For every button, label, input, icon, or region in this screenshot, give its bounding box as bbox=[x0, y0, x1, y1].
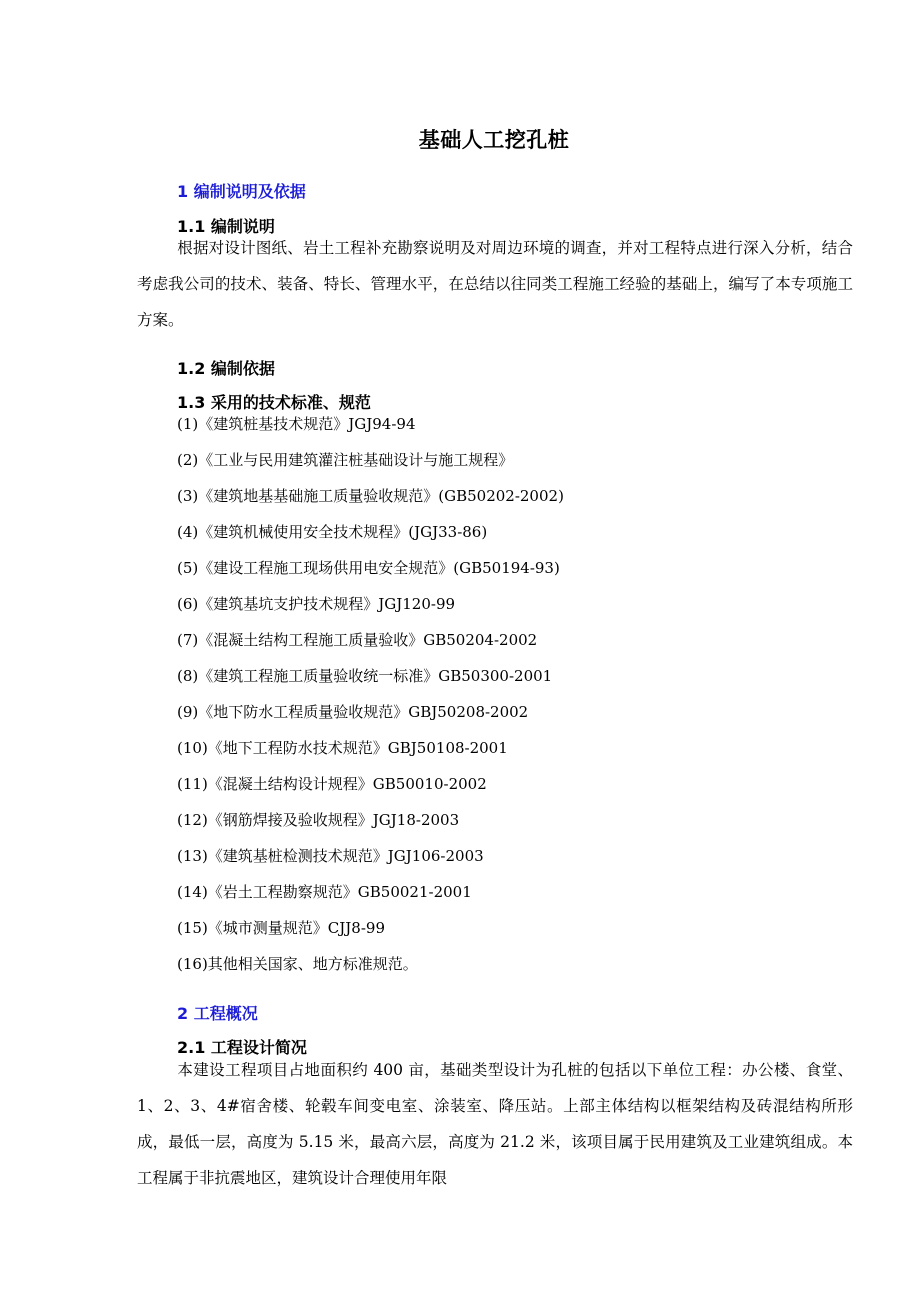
list-item: (10)《地下工程防水技术规范》GBJ50108-2001 bbox=[177, 739, 508, 757]
paragraph-1-1 bbox=[137, 230, 853, 338]
list-item: (5)《建设工程施工现场供用电安全规范》(GB50194-93) bbox=[177, 559, 560, 577]
subsection-heading-1-2: 1.2 编制依据 bbox=[177, 359, 275, 378]
list-item: (14)《岩土工程勘察规范》GB50021-2001 bbox=[177, 883, 472, 901]
paragraph-2-1 bbox=[137, 1052, 853, 1196]
section-heading-2: 2 工程概况 bbox=[177, 1004, 258, 1023]
section-heading-1: 1 编制说明及依据 bbox=[177, 182, 306, 201]
list-item: (1)《建筑桩基技术规范》JGJ94-94 bbox=[177, 415, 416, 433]
list-item: (2)《工业与民用建筑灌注桩基础设计与施工规程》 bbox=[177, 451, 514, 469]
list-item: (7)《混凝土结构工程施工质量验收》GB50204-2002 bbox=[177, 631, 538, 649]
subsection-heading-1-1: 1.1 编制说明 bbox=[177, 217, 275, 236]
list-item: (16)其他相关国家、地方标准规范。 bbox=[177, 955, 418, 973]
subsection-heading-2-1: 2.1 工程设计简况 bbox=[177, 1038, 307, 1057]
paragraph-1-1-text: 根据对设计图纸、岩土工程补充勘察说明及对周边环境的调查，并对工程特点进行深入分析，结合考虑我公司的技术、装备、特长、管理水平，在总结以往同类工程施工经验的基础上，编写了本专项施工方案。 bbox=[137, 239, 853, 329]
list-item: (11)《混凝土结构设计规程》GB50010-2002 bbox=[177, 775, 487, 793]
list-item: (12)《钢筋焊接及验收规程》JGJ18-2003 bbox=[177, 811, 460, 829]
list-item: (6)《建筑基坑支护技术规程》JGJ120-99 bbox=[177, 595, 456, 613]
list-item: (4)《建筑机械使用安全技术规程》(JGJ33-86) bbox=[177, 523, 488, 541]
subsection-heading-1-3: 1.3 采用的技术标准、规范 bbox=[177, 393, 371, 412]
standards-list bbox=[177, 410, 564, 986]
paragraph-2-1-text: 本建设工程项目占地面积约 400 亩，基础类型设计为孔桩的包括以下单位工程：办公楼、食堂、1、2、3、4#宿舍楼、轮毂车间变电室、涂装室、降压站。上部主体结构以框架结构及砖混结构所形成，最低一层，高度为 5.15 米，最高六层，高度为 21.2 米，该项目属于民用建筑及工业建筑组成。本工程属于非抗震地区，建筑设计合理使用年限 bbox=[137, 1061, 853, 1187]
document-title: 基础人工挖孔桩 bbox=[418, 128, 570, 152]
list-item: (9)《地下防水工程质量验收规范》GBJ50208-2002 bbox=[177, 703, 529, 721]
list-item: (8)《建筑工程施工质量验收统一标准》GB50300-2001 bbox=[177, 667, 553, 685]
list-item: (15)《城市测量规范》CJJ8-99 bbox=[177, 919, 385, 937]
list-item: (13)《建筑基桩检测技术规范》JGJ106-2003 bbox=[177, 847, 484, 865]
list-item: (3)《建筑地基基础施工质量验收规范》(GB50202-2002) bbox=[177, 487, 564, 505]
